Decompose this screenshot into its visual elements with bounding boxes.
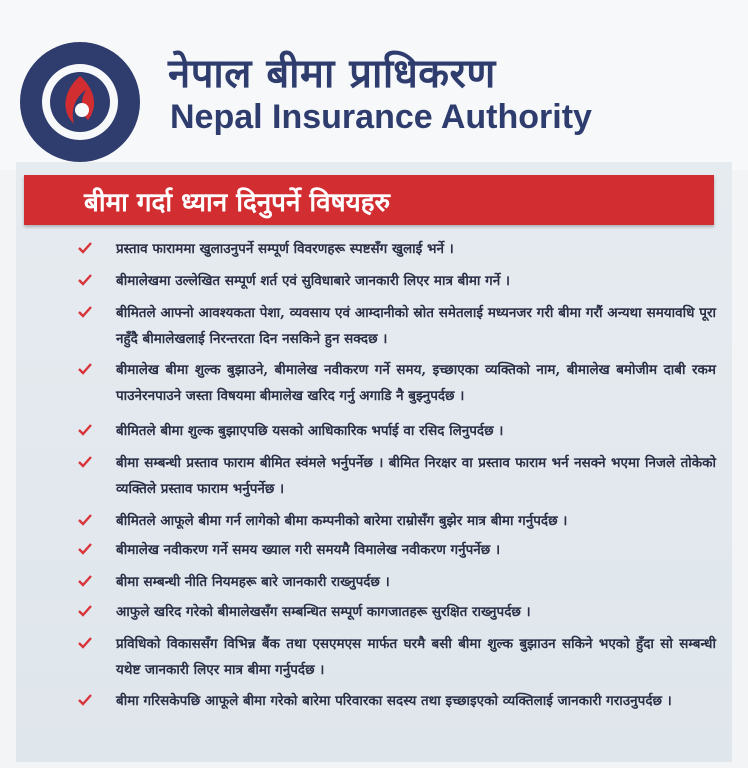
checkmark-icon xyxy=(78,604,92,618)
list-item-text: प्रस्ताव फाराममा खुलाउनुपर्ने सम्पूर्ण विवरणहरू स्पष्टसँग खुलाई भर्ने । xyxy=(116,241,454,257)
list-item-text: बीमितले आफ्नो आवश्यकता पेशा, व्यवसाय एवं आम्दानीको स्रोत समेतलाई मध्यनजर गरी बीमा गरौं अन्यथा समयावधि पूरा नहुँदै बीमालेखलाई निरन्तरता दिन नसकिने हुन सक्दछ । xyxy=(116,305,716,347)
list-item xyxy=(78,537,718,563)
header xyxy=(0,0,748,170)
checkmark-icon xyxy=(78,305,92,319)
checkmark-icon xyxy=(78,636,92,650)
checkmark-icon xyxy=(78,455,92,469)
list-item-text: आफुले खरिद गरेको बीमालेखसँग सम्बन्धित सम्पूर्ण कागजातहरू सुरक्षित राख्नुपर्दछ । xyxy=(116,604,531,620)
list-item xyxy=(78,569,718,595)
checkmark-icon xyxy=(78,362,92,376)
list-item-text: बीमा सम्बन्धी नीति नियमहरू बारे जानकारी राख्नुपर्दछ । xyxy=(116,574,390,590)
list-item xyxy=(78,236,718,262)
list-item xyxy=(78,357,718,409)
nepal-insurance-authority-logo-icon xyxy=(16,38,144,166)
list-item xyxy=(78,418,718,444)
checkmark-icon xyxy=(78,693,92,707)
list-item-text: बीमा गरिसकेपछि आफूले बीमा गरेको बारेमा परिवारका सदस्य तथा इच्छाइएको व्यक्तिलाई जानकारी गराउनुपर्दछ । xyxy=(116,693,672,709)
organization-title-nepali: नेपाल बीमा प्राधिकरण xyxy=(168,51,496,97)
list-item xyxy=(78,450,718,502)
list-item xyxy=(78,631,718,683)
section-title: बीमा गर्दा ध्यान दिनुपर्ने विषयहरु xyxy=(84,188,391,218)
section-banner xyxy=(24,175,714,225)
list-item-text: प्रविधिको विकाससँग विभिन्न बैंक तथा एसएमएस मार्फत घरमै बसी बीमा शुल्क बुझाउन सकिने भएको हुँदा सो सम्बन्धी यथेष्ट जानकारी लिएर मात्र बीमा गर्नुपर्दछ । xyxy=(116,636,716,678)
checkmark-icon xyxy=(78,513,92,527)
list-item-text: बीमा सम्बन्धी प्रस्ताव फाराम बीमित स्वंमले भर्नुपर्नेछ । बीमित निरक्षर वा प्रस्ताव फाराम भर्न नसक्ने भएमा निजले तोकेको व्यक्तिले प्रस्ताव फाराम भर्नुपर्नेछ । xyxy=(116,455,716,497)
checkmark-icon xyxy=(78,241,92,255)
list-item xyxy=(78,599,718,625)
list-item xyxy=(78,268,718,294)
list-item-text: बीमालेख नवीकरण गर्ने समय ख्याल गरी समयमै विमालेख नवीकरण गर्नुपर्नेछ । xyxy=(116,542,501,558)
checkmark-icon xyxy=(78,423,92,437)
list-item xyxy=(78,300,718,352)
list-item-text: बीमितले आफूले बीमा गर्न लागेको बीमा कम्पनीको बारेमा राम्रोसँग बुझेर मात्र बीमा गर्नुपर्दछ । xyxy=(116,513,568,529)
checkmark-icon xyxy=(78,542,92,556)
checkmark-icon xyxy=(78,574,92,588)
list-item-text: बीमालेख बीमा शुल्क बुझाउने, बीमालेख नवीकरण गर्ने समय, इच्छाएका व्यक्तिको नाम, बीमालेख बमोजीम दाबी रकम पाउनेरनपाउने जस्ता विषयमा बीमालेख खरिद गर्नु अगाडि नै बुझ्नुपर्दछ । xyxy=(116,362,716,404)
organization-title-english: Nepal Insurance Authority xyxy=(170,98,592,136)
checkmark-icon xyxy=(78,273,92,287)
list-item xyxy=(78,508,718,534)
list-item-text: बीमितले बीमा शुल्क बुझाएपछि यसको आधिकारिक भर्पाई वा रसिद लिनुपर्दछ । xyxy=(116,423,504,439)
list-item xyxy=(78,688,718,714)
list-item-text: बीमालेखमा उल्लेखित सम्पूर्ण शर्त एवं सुविधाबारे जानकारी लिएर मात्र बीमा गर्ने । xyxy=(116,273,511,289)
